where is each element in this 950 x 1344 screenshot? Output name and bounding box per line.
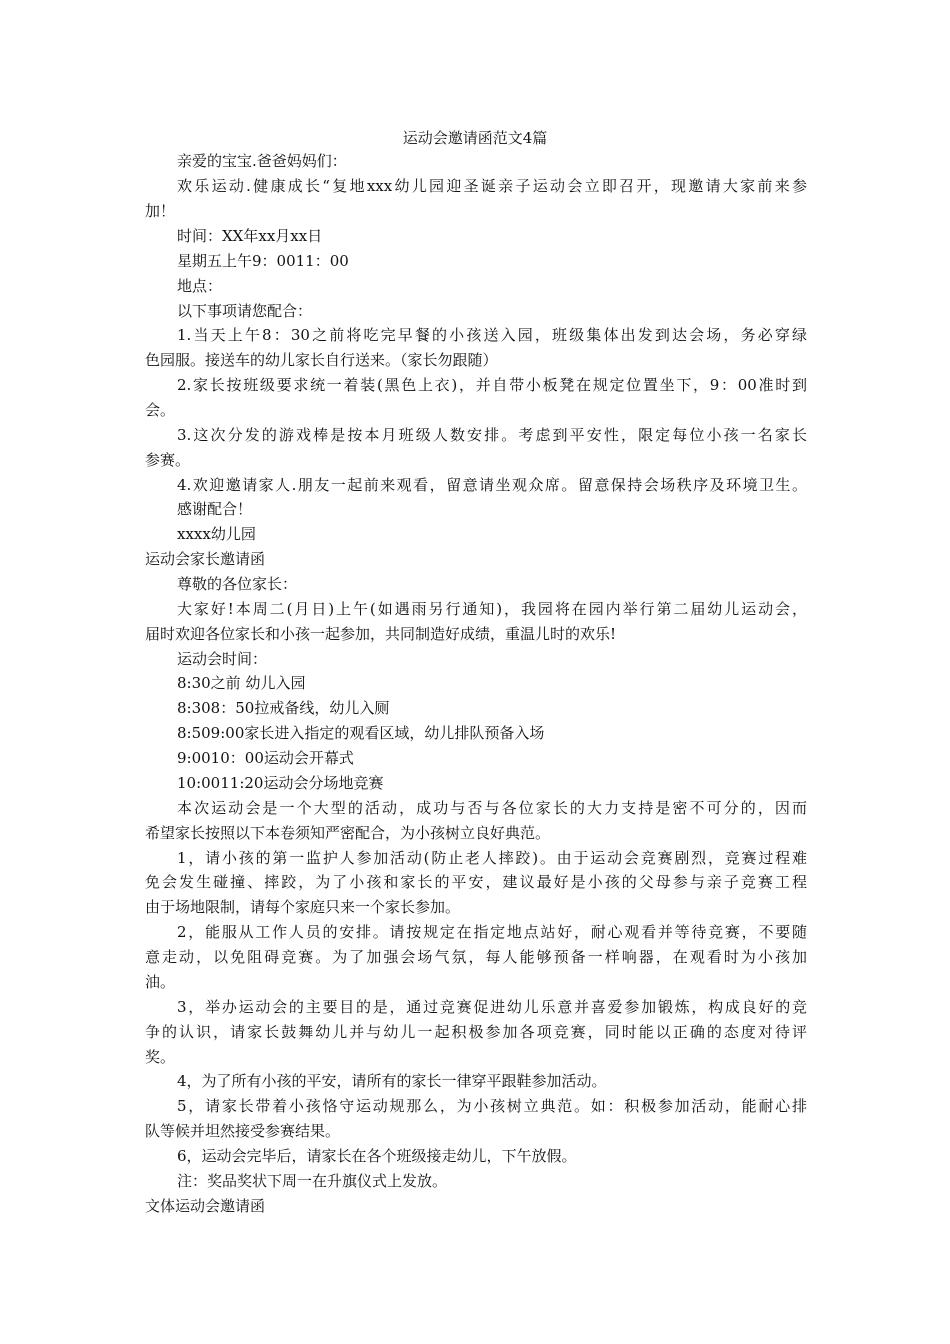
letter1-item3-line2: 参赛。 — [145, 451, 191, 469]
letter2-intro-line1: 大家好!本周二(月日)上午(如遇雨另行通知)，我园将在园内举行第二届幼儿运动会， — [177, 600, 807, 618]
letter2-rule1-line3: 由于场地限制，请每个家庭只来一个家长参加。 — [145, 898, 461, 916]
letter1-notice: 以下事项请您配合： — [177, 302, 313, 320]
letter1-intro-line2: 加！ — [145, 202, 176, 220]
letter2-schedule-label: 运动会时间： — [177, 650, 268, 668]
letter2-rule2-line3: 油。 — [145, 973, 176, 991]
letter2-rule5-line2: 队等候并坦然接受参赛结果。 — [145, 1122, 341, 1140]
letter1-signature: xxxx幼儿园 — [177, 525, 256, 543]
letter1-item3-line1: 3.这次分发的游戏棒是按本月班级人数安排。考虑到平安性，限定每位小孩一名家长 — [177, 426, 807, 444]
letter2-greeting: 尊敬的各位家长： — [177, 575, 298, 593]
letter2-rule3-line2: 争的认识，请家长鼓舞幼儿并与幼儿一起积极参加各项竞赛，同时能以正确的态度对待评 — [145, 1023, 807, 1041]
letter2-rule4: 4，为了所有小孩的平安，请所有的家长一律穿平跟鞋参加活动。 — [177, 1072, 607, 1090]
letter2-rule3-line3: 奖。 — [145, 1048, 176, 1066]
letter1-intro-line1: 欢乐运动.健康成长“复地xxx幼儿园迎圣诞亲子运动会立即召开，现邀请大家前来参 — [177, 177, 807, 195]
letter2-rule3-line1: 3，举办运动会的主要目的是，通过竞赛促进幼儿乐意并喜爱参加锻炼，构成良好的竞 — [177, 998, 807, 1016]
letter1-time: 时间：XX年xx月xx日 — [177, 227, 323, 245]
letter2-rule1-line2: 免会发生碰撞、摔跤，为了小孩和家长的平安，建议最好是小孩的父母参与亲子竞赛工程 — [145, 873, 807, 891]
letter1-item2-line2: 会。 — [145, 401, 176, 419]
letter2-rule5-line1: 5，请家长带着小孩恪守运动规那么，为小孩树立典范。如：积极参加活动，能耐心排 — [177, 1097, 807, 1115]
letter1-item1-line1: 1.当天上午8：30之前将吃完早餐的小孩送入园，班级集体出发到达会场，务必穿绿 — [177, 326, 807, 344]
letter3-heading: 文体运动会邀请函 — [145, 1197, 266, 1215]
letter2-heading: 运动会家长邀请函 — [145, 550, 266, 568]
letter2-rule2-line1: 2，能服从工作人员的安排。请按规定在指定地点站好，耐心观看并等待竞赛，不要随 — [177, 923, 807, 941]
letter2-footnote: 注：奖品奖状下周一在升旗仪式上发放。 — [177, 1172, 448, 1190]
letter1-item2-line1: 2.家长按班级要求统一着装(黑色上衣)，并自带小板凳在规定位置坐下，9：00准时到 — [177, 376, 807, 394]
letter1-item1-line2: 色园服。接送车的幼儿家长自行送来。（家长勿跟随） — [145, 351, 498, 369]
schedule-item: 8:509:00家长进入指定的观看区域，幼儿排队预备入场 — [177, 724, 545, 742]
schedule-item: 10:0011:20运动会分场地竞赛 — [177, 774, 384, 792]
schedule-item: 9:0010：00运动会开幕式 — [177, 749, 354, 767]
letter2-intro-line2: 届时欢迎各位家长和小孩一起参加，共同制造好成绩，重温儿时的欢乐! — [145, 625, 617, 643]
letter2-note-line2: 希望家长按照以下本卷须知严密配合，为小孩树立良好典范。 — [145, 824, 551, 842]
letter2-rule2-line2: 意走动，以免阻碍竞赛。为了加强会场气氛，每人能够预备一样响器，在观看时为小孩加 — [145, 948, 807, 966]
document-title: 运动会邀请函范文4篇 — [402, 129, 548, 147]
schedule-item: 8:308：50拉戒备线，幼儿入厕 — [177, 699, 390, 717]
letter1-thanks: 感谢配合！ — [177, 500, 253, 518]
schedule-item: 8:30之前 幼儿入园 — [177, 674, 306, 692]
letter1-weekday: 星期五上午9：0011：00 — [177, 252, 349, 270]
letter1-item4: 4.欢迎邀请家人.朋友一起前来观看，留意请坐观众席。留意保持会场秩序及环境卫生。 — [177, 476, 807, 494]
letter2-note-line1: 本次运动会是一个大型的活动，成功与否与各位家长的大力支持是密不可分的，因而 — [177, 799, 807, 817]
letter1-place: 地点： — [177, 277, 223, 295]
letter1-greeting: 亲爱的宝宝.爸爸妈妈们： — [177, 152, 347, 170]
letter2-rule1-line1: 1，请小孩的第一监护人参加活动(防止老人摔跤)。由于运动会竞赛剧烈，竞赛过程难 — [177, 849, 807, 867]
letter2-rule6: 6，运动会完毕后，请家长在各个班级接走幼儿，下午放假。 — [177, 1147, 577, 1165]
